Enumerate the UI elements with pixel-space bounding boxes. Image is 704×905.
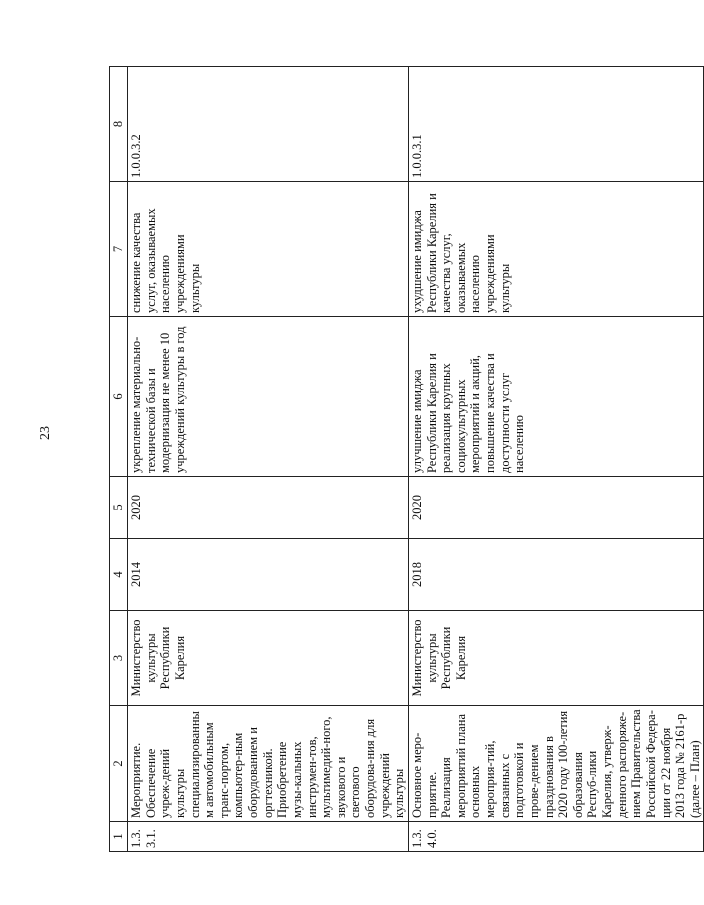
row-start-year: 2018 bbox=[408, 539, 704, 611]
row-consequences: снижение качества услуг, оказываемых населению учреждениями культуры bbox=[128, 182, 409, 317]
header-cell: 5 bbox=[110, 477, 128, 539]
header-cell: 4 bbox=[110, 539, 128, 611]
row-end-year: 2020 bbox=[408, 477, 704, 539]
page-number: 23 bbox=[38, 426, 53, 440]
header-cell: 8 bbox=[110, 67, 128, 182]
table-header-row bbox=[110, 67, 128, 852]
row-code: 1.3.3.1. bbox=[128, 822, 409, 852]
measures-table bbox=[109, 66, 704, 852]
row-expected-result: улучшение имиджа Республики Карелия и реализация крупных социокультурных мероприятий и акций, повышение качества и доступности услуг населению bbox=[408, 317, 704, 477]
row-consequences: ухудшение имиджа Республики Карелия и качества услуг, оказываемых населению учреждениями культуры bbox=[408, 182, 704, 317]
row-executor: Министерство культуры Республики Карелия bbox=[128, 611, 409, 706]
row-link: 1.0.0.3.2 bbox=[128, 67, 409, 182]
row-expected-result: укрепление материально-технической базы и модернизация не менее 10 учреждений культуры в год bbox=[128, 317, 409, 477]
row-action: Основное меро-приятие. Реализация мероприятий плана основных мероприя-тий, связанных с подготовкой и прове-дением празднования в 2020 году 100-летия образования Респуб-лики Карелия, утверж-денного распоряже-нием Правительства Российской Федера-ции от 22 ноября 2013 года № 2161-р (далее – План) bbox=[408, 706, 704, 822]
row-link: 1.0.0.3.1 bbox=[408, 67, 704, 182]
table-row bbox=[408, 67, 704, 852]
row-action: Мероприятие. Обеспечение учреж-дений культуры специализированным автомобильным транс-портом, компьютер-ным оборудованием и оргтехникой. Приобретение музы-кальных инструмен-тов, мультимедий-ного, звукового и светового оборудова-ния для учреждений культуры bbox=[128, 706, 409, 822]
row-code: 1.3.4.0. bbox=[408, 822, 704, 852]
header-cell: 1 bbox=[110, 822, 128, 852]
rotated-table-container bbox=[109, 67, 702, 852]
header-cell: 2 bbox=[110, 706, 128, 822]
header-cell: 6 bbox=[110, 317, 128, 477]
row-end-year: 2020 bbox=[128, 477, 409, 539]
header-cell: 3 bbox=[110, 611, 128, 706]
row-executor: Министерство культуры Республики Карелия bbox=[408, 611, 704, 706]
header-cell: 7 bbox=[110, 182, 128, 317]
table-row bbox=[128, 67, 409, 852]
row-start-year: 2014 bbox=[128, 539, 409, 611]
